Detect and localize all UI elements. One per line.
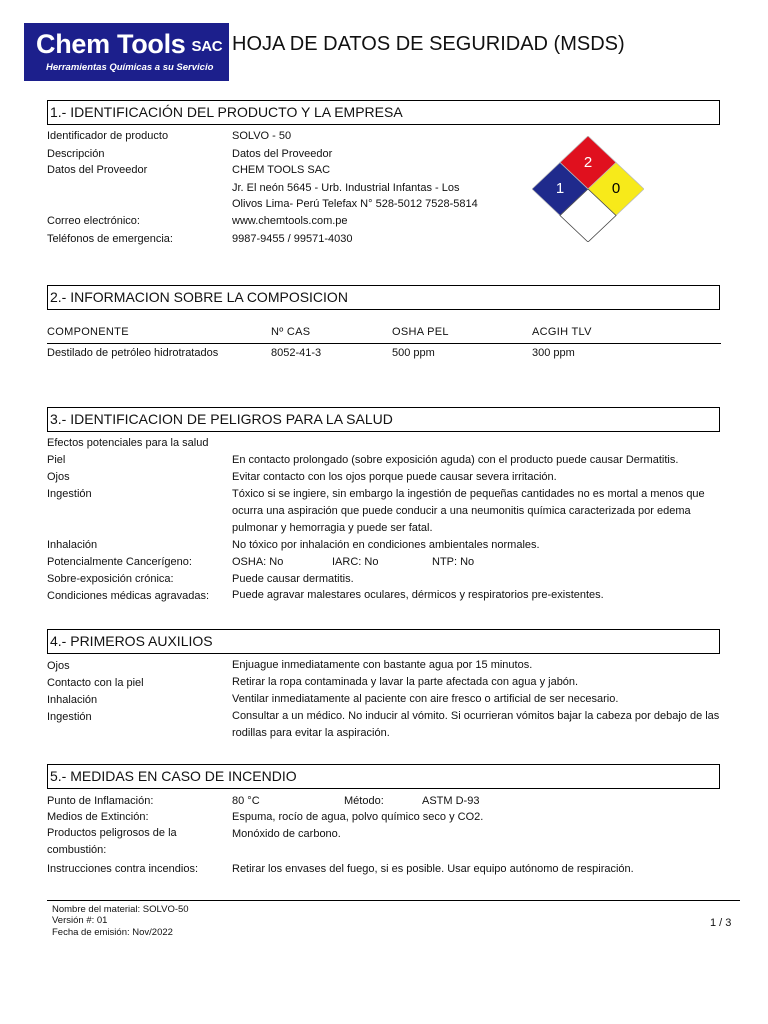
value-carcinogen-iarc: IARC: No <box>332 556 379 568</box>
value-emergency-phones: 9987-9455 / 99571-4030 <box>232 233 353 245</box>
cell-component: Destilado de petróleo hidrotratados <box>47 347 219 359</box>
footer-version: Versión #: 01 <box>52 915 108 926</box>
label-flash-point: Punto de Inflamación: <box>47 795 154 807</box>
page-number: 1 / 3 <box>710 917 732 929</box>
nfpa-diamond <box>532 136 644 242</box>
cell-cas: 8052-41-3 <box>271 347 322 359</box>
section-1-heading: 1.- IDENTIFICACIÓN DEL PRODUCTO Y LA EMPRESA <box>47 100 720 125</box>
section-4-heading: 4.- PRIMEROS AUXILIOS <box>47 629 720 654</box>
col-header-acgih: ACGIH TLV <box>532 326 592 338</box>
value-address-line-1: Jr. El neón 5645 - Urb. Industrial Infantas - Los <box>232 182 460 194</box>
label-product-id: Identificador de producto <box>47 130 169 142</box>
value-supplier: CHEM TOOLS SAC <box>232 164 331 176</box>
value-firefighting-instructions: Retirar los envases del fuego, si es posible. Usar equipo autónomo de respiración. <box>232 863 634 875</box>
label-aggravated-conditions: Condiciones médicas agravadas: <box>47 590 210 602</box>
nfpa-reactivity-value: 0 <box>611 180 621 197</box>
label-inhalation: Inhalación <box>47 539 98 551</box>
label-ingestion: Ingestión <box>47 488 92 500</box>
value-inhalation: No tóxico por inhalación en condiciones ambientales normales. <box>232 539 540 551</box>
label-firefighting-instructions: Instrucciones contra incendios: <box>47 863 199 875</box>
value-combustion-products: Monóxido de carbono. <box>232 828 341 840</box>
value-method: ASTM D-93 <box>422 795 480 807</box>
nfpa-flammability-value: 2 <box>583 154 593 171</box>
footer-issue-date: Fecha de emisión: Nov/2022 <box>52 927 173 938</box>
value-description: Datos del Proveedor <box>232 148 333 160</box>
label-first-aid-inhalation: Inhalación <box>47 694 98 706</box>
value-first-aid-ingestion: Consultar a un médico. No inducir al vómito. Si ocurrieran vómitos bajar la cabeza por debajo de las rodillas para evitar la aspiración. <box>232 710 720 739</box>
value-first-aid-eyes: Enjuague inmediatamente con bastante agua por 15 minutos. <box>232 659 533 671</box>
company-logo <box>24 23 229 81</box>
value-chronic-exposure: Puede causar dermatitis. <box>232 573 354 585</box>
label-combustion-products: Productos peligrosos de la combustión: <box>47 827 177 856</box>
value-first-aid-skin: Retirar la ropa contaminada y lavar la parte afectada con agua y jabón. <box>232 676 579 688</box>
table-header-divider <box>47 343 721 344</box>
logo-tagline: Herramientas Químicas a su Servicio <box>46 62 214 73</box>
value-aggravated-conditions: Puede agravar malestares oculares, dérmicos y respiratorios pre-existentes. <box>232 589 604 601</box>
label-extinguishing-media: Medios de Extinción: <box>47 811 149 823</box>
label-first-aid-eyes: Ojos <box>47 660 70 672</box>
label-skin: Piel <box>47 454 66 466</box>
label-description: Descripción <box>47 148 105 160</box>
label-eyes: Ojos <box>47 471 70 483</box>
value-skin: En contacto prolongado (sobre exposición aguda) con el producto puede causar Dermatitis. <box>232 454 679 466</box>
value-carcinogen-osha: OSHA: No <box>232 556 284 568</box>
cell-acgih: 300 ppm <box>532 347 575 359</box>
value-eyes: Evitar contacto con los ojos porque puede causar severa irritación. <box>232 471 557 483</box>
footer-divider <box>47 900 740 901</box>
label-emergency-phones: Teléfonos de emergencia: <box>47 233 173 245</box>
value-ingestion: Tóxico si se ingiere, sin embargo la ingestión de pequeñas cantidades no es mortal a menos que ocurra una aspiración que puede conducir a una neumonitis química caracterizada por edema pulmonar y hemorragia y puede ser fatal. <box>232 488 705 534</box>
col-header-osha: OSHA PEL <box>392 326 449 338</box>
logo-brand-suffix: SAC <box>191 38 223 55</box>
value-address-line-2: Olivos Lima- Perú Telefax N° 528-5012 7528-5814 <box>232 198 478 210</box>
label-chronic-exposure: Sobre-exposición crónica: <box>47 573 174 585</box>
label-first-aid-skin: Contacto con la piel <box>47 677 144 689</box>
section-3-heading: 3.- IDENTIFICACION DE PELIGROS PARA LA SALUD <box>47 407 720 432</box>
col-header-component: COMPONENTE <box>47 326 129 338</box>
nfpa-health-value: 1 <box>555 180 565 197</box>
value-email: www.chemtools.com.pe <box>232 215 348 227</box>
label-email: Correo electrónico: <box>47 215 140 227</box>
label-carcinogen: Potencialmente Cancerígeno: <box>47 556 192 568</box>
value-carcinogen-ntp: NTP: No <box>432 556 475 568</box>
label-supplier: Datos del Proveedor <box>47 164 148 176</box>
document-title: HOJA DE DATOS DE SEGURIDAD (MSDS) <box>232 33 625 55</box>
section-2-heading: 2.- INFORMACION SOBRE LA COMPOSICION <box>47 285 720 310</box>
logo-brand: Chem Tools SAC <box>36 29 223 59</box>
value-first-aid-inhalation: Ventilar inmediatamente al paciente con aire fresco o artificial de ser necesario. <box>232 693 619 705</box>
value-product-id: SOLVO - 50 <box>232 130 292 142</box>
footer-material-name: Nombre del material: SOLVO-50 <box>52 904 189 915</box>
section-5-heading: 5.- MEDIDAS EN CASO DE INCENDIO <box>47 764 720 789</box>
value-extinguishing-media: Espuma, rocío de agua, polvo químico seco y CO2. <box>232 811 484 823</box>
label-method: Método: <box>344 795 384 807</box>
col-header-cas: Nº CAS <box>271 326 311 338</box>
value-flash-point: 80 °C <box>232 795 260 807</box>
health-effects-intro: Efectos potenciales para la salud <box>47 437 209 449</box>
cell-osha: 500 ppm <box>392 347 435 359</box>
label-first-aid-ingestion: Ingestión <box>47 711 92 723</box>
